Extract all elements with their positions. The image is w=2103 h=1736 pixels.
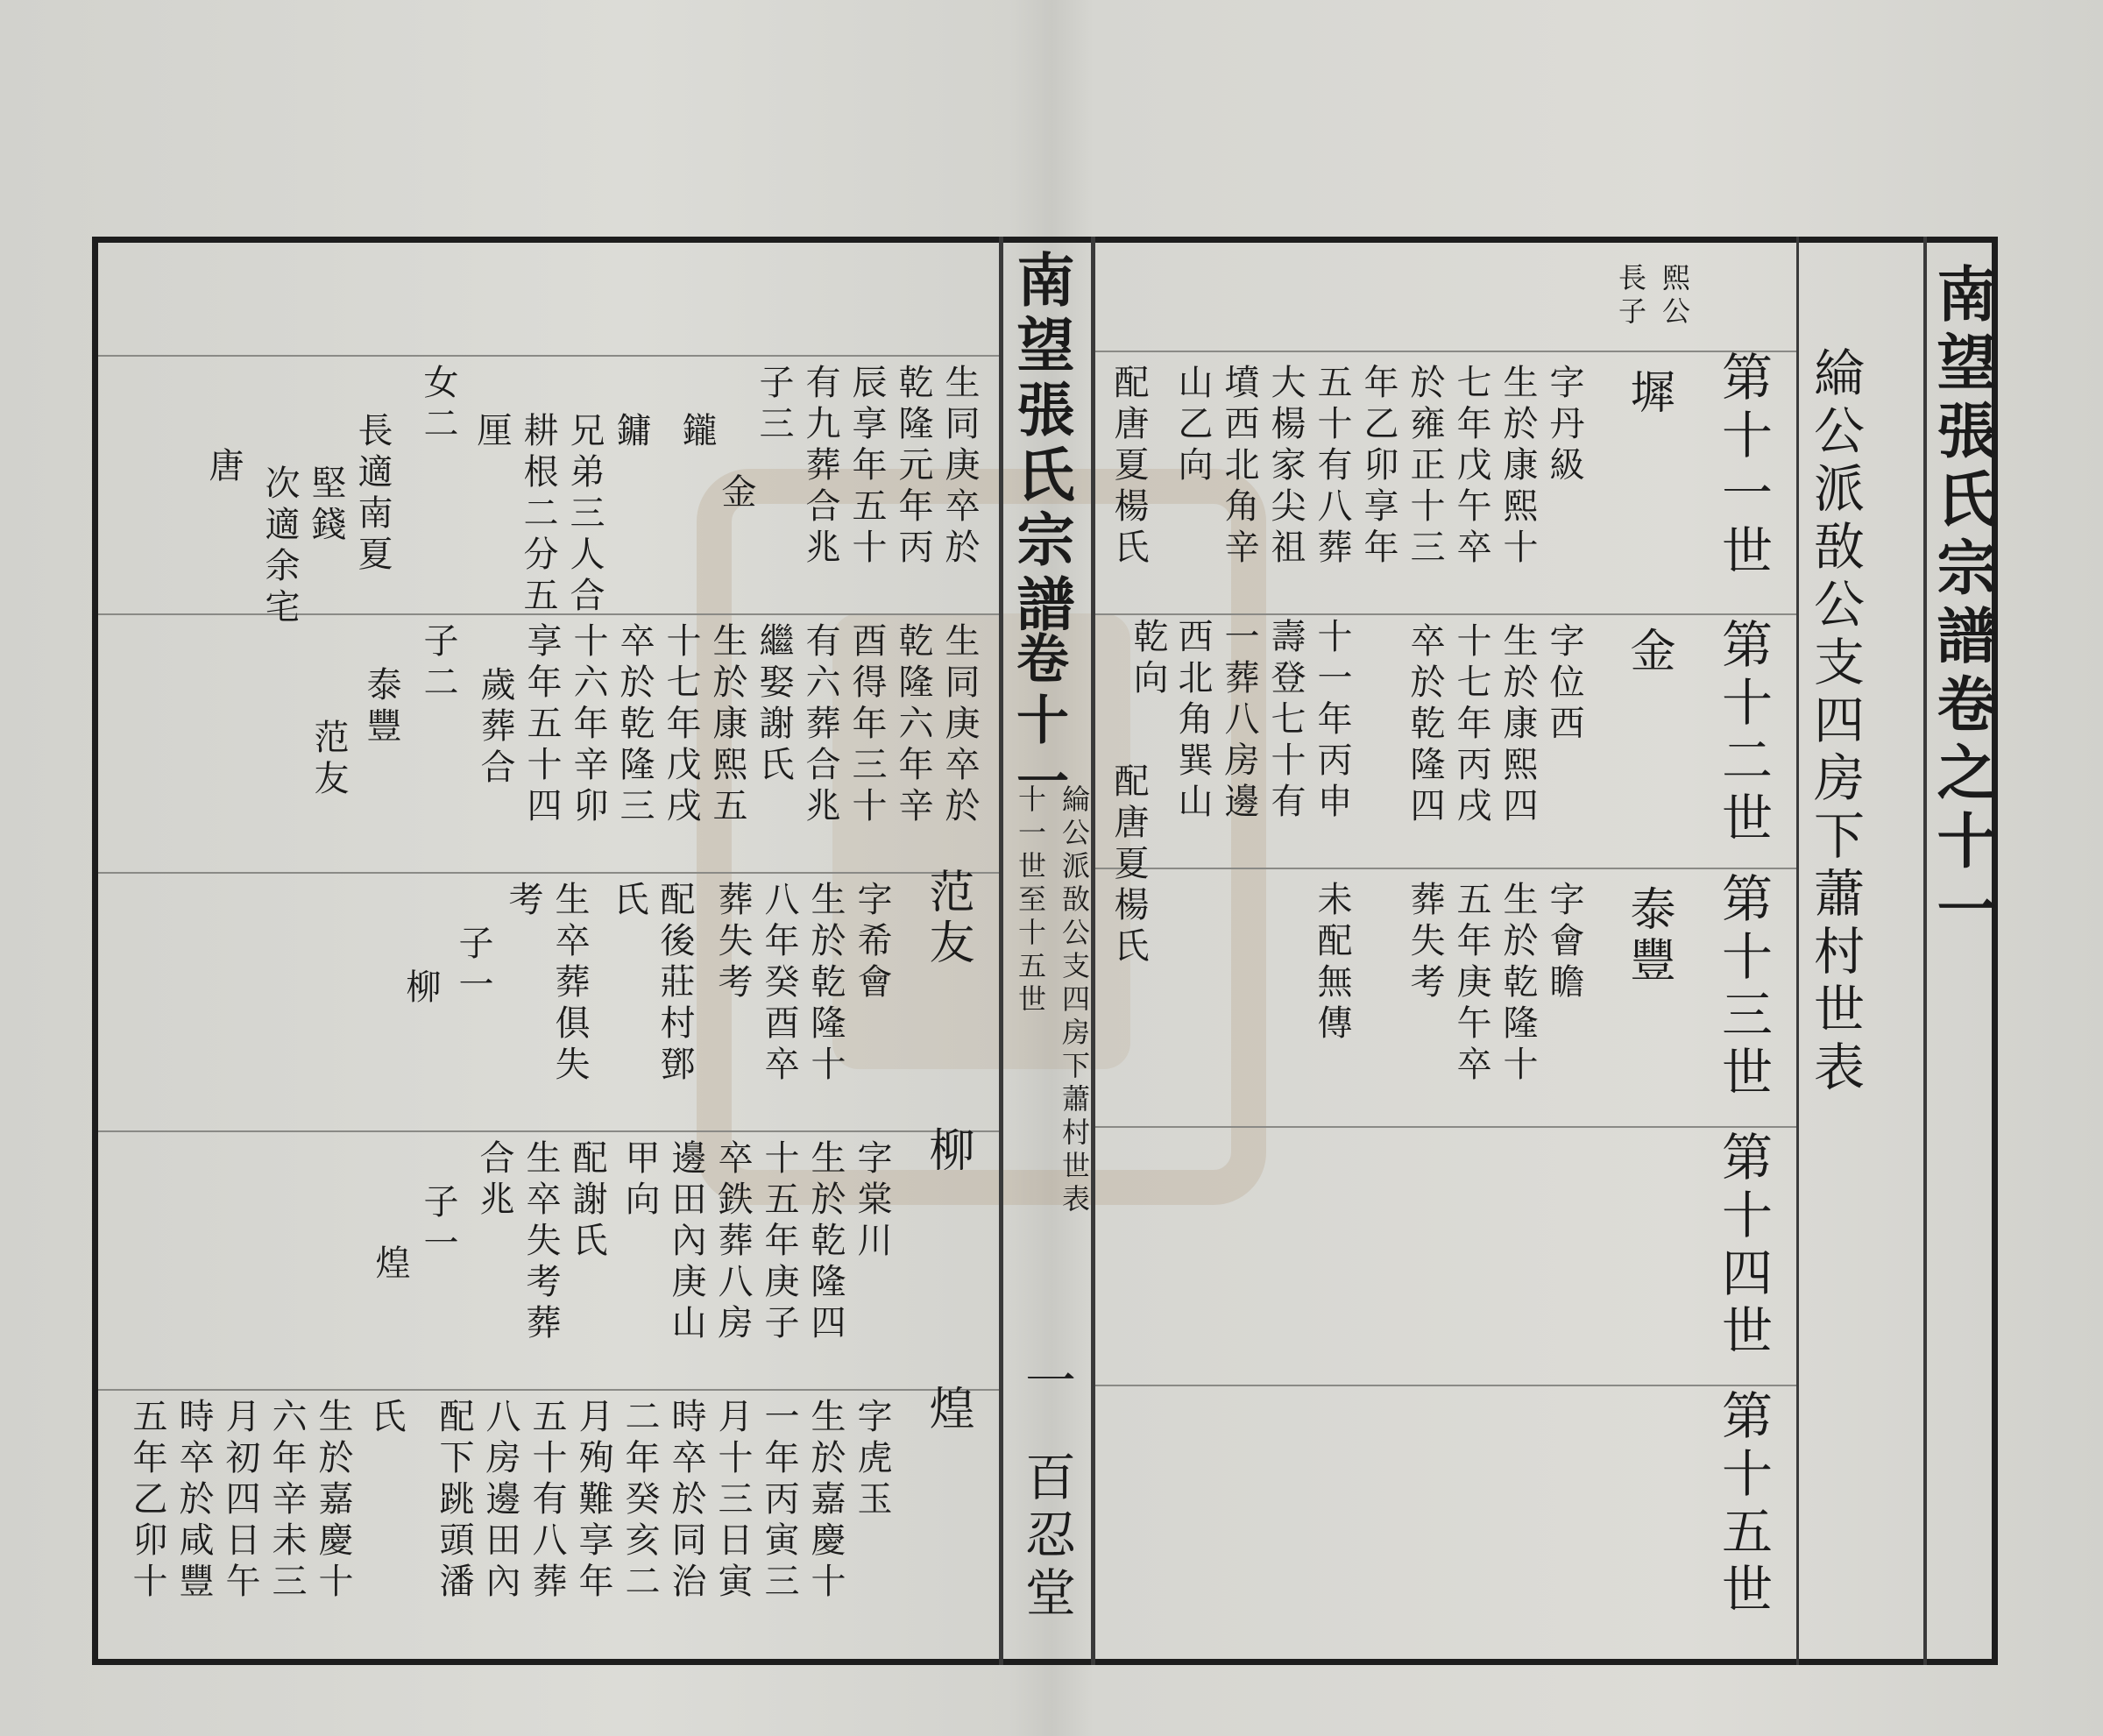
text-column: 大楊家尖祖 bbox=[1265, 364, 1306, 570]
ancestor-note: 熙公 bbox=[1658, 263, 1691, 329]
text-column: 字丹級 bbox=[1544, 364, 1584, 487]
text-column: 山乙向 bbox=[1172, 364, 1213, 487]
text-column: 柳 bbox=[400, 968, 441, 1010]
text-column: 子二 bbox=[418, 622, 458, 705]
text-column: 五年庚午卒 bbox=[1451, 881, 1491, 1087]
text-column: 乾向 bbox=[1128, 618, 1168, 700]
person-name: 墀 bbox=[1622, 368, 1675, 419]
text-column: 西北角巽山 bbox=[1172, 618, 1213, 824]
text-column: 氏 bbox=[608, 881, 648, 922]
spine-range: 十一世至十五世 bbox=[1014, 784, 1047, 1017]
spine-page: 一 bbox=[1016, 1354, 1076, 1412]
text-column: 生於康熙十 bbox=[1498, 364, 1538, 570]
text-column: 配下跳頭潘 bbox=[434, 1398, 474, 1604]
generation-label: 第十二世 bbox=[1713, 618, 1773, 849]
text-column: 墳西北角辛 bbox=[1219, 364, 1259, 570]
text-column: 享年五十四 bbox=[521, 622, 562, 828]
text-column: 月殉難享年 bbox=[573, 1398, 613, 1604]
row-rule bbox=[98, 1130, 999, 1132]
text-column: 子三 bbox=[754, 364, 794, 446]
text-column: 字虎玉 bbox=[852, 1398, 892, 1521]
text-column: 范友 bbox=[308, 719, 349, 801]
text-column: 歲葬合 bbox=[475, 666, 515, 790]
generation-label: 第十一世 bbox=[1713, 351, 1773, 582]
text-column: 未配無傳 bbox=[1312, 881, 1352, 1045]
text-column: 於雍正十三 bbox=[1405, 364, 1445, 570]
text-column: 泰豐 bbox=[361, 666, 401, 748]
text-column: 唐 bbox=[203, 447, 244, 488]
text-column: 鏞 bbox=[611, 412, 651, 453]
text-column: 卒於乾隆四 bbox=[1405, 622, 1445, 828]
text-column: 月初四日午 bbox=[220, 1398, 260, 1604]
text-column: 葬失考 bbox=[1405, 881, 1445, 1004]
text-column: 金 bbox=[716, 473, 756, 514]
text-column: 十一年丙申 bbox=[1312, 618, 1352, 824]
text-column: 五年乙卯十 bbox=[127, 1398, 167, 1604]
text-column: 生於康熙四 bbox=[1498, 622, 1538, 828]
text-column: 時卒於同治 bbox=[666, 1398, 706, 1604]
text-column: 卒鉄葬八房 bbox=[712, 1139, 753, 1345]
row-rule bbox=[1095, 868, 1796, 869]
text-column: 葬失考 bbox=[712, 881, 753, 1004]
text-column: 生卒失考葬 bbox=[520, 1139, 561, 1345]
text-column: 兄弟三人合 bbox=[564, 412, 605, 618]
text-column: 卒於乾隆三 bbox=[614, 622, 655, 828]
text-column: 考 bbox=[503, 881, 543, 922]
row-rule bbox=[1095, 1126, 1796, 1128]
text-column: 子一 bbox=[418, 1183, 458, 1265]
text-column: 十五年庚子 bbox=[759, 1139, 799, 1345]
row-rule bbox=[98, 872, 999, 874]
text-column: 有六葬合兆 bbox=[800, 622, 840, 828]
text-column: 生於嘉慶十 bbox=[805, 1398, 846, 1604]
text-column: 邊田內庚山 bbox=[666, 1139, 706, 1345]
text-column: 乾隆元年丙 bbox=[893, 364, 933, 570]
text-column: 繼娶謝氏 bbox=[754, 622, 794, 787]
text-column: 次適余宅 bbox=[259, 464, 300, 629]
text-column: 生同庚卒於 bbox=[939, 622, 980, 828]
text-column: 甲向 bbox=[620, 1139, 660, 1222]
person-name: 泰豐 bbox=[1622, 885, 1675, 987]
text-column: 子一 bbox=[453, 925, 493, 1007]
person-name: 范友 bbox=[921, 868, 974, 969]
text-column: 氏 bbox=[365, 1398, 406, 1439]
text-column: 生於乾隆十 bbox=[805, 881, 846, 1087]
text-column: 字棠川 bbox=[852, 1139, 892, 1263]
text-column: 壽登七十有 bbox=[1265, 618, 1306, 824]
text-column: 八年癸酉卒 bbox=[759, 881, 799, 1087]
ancestor-note: 長子 bbox=[1614, 263, 1647, 329]
person-name: 金 bbox=[1622, 627, 1675, 677]
text-column: 生於嘉慶十 bbox=[313, 1398, 353, 1604]
text-column: 配謝氏 bbox=[567, 1139, 607, 1263]
text-column: 年乙卯享年 bbox=[1358, 364, 1398, 570]
person-name: 柳 bbox=[921, 1126, 974, 1177]
text-column: 五十有八葬 bbox=[1312, 364, 1352, 570]
text-column: 長適南夏 bbox=[352, 412, 393, 577]
text-column: 生於康熙五 bbox=[707, 622, 747, 828]
text-column: 一葬八房邊 bbox=[1219, 618, 1259, 824]
text-column: 配唐夏楊氏 bbox=[1108, 762, 1149, 968]
text-column: 生於乾隆十 bbox=[1498, 881, 1538, 1087]
text-column: 煌 bbox=[370, 1244, 410, 1286]
text-column: 鑨 bbox=[676, 412, 717, 453]
text-column: 女二 bbox=[418, 364, 458, 446]
title-rule bbox=[1796, 237, 1799, 1665]
row-rule bbox=[98, 1389, 999, 1391]
text-column: 字會瞻 bbox=[1544, 881, 1584, 1004]
text-column: 十七年戊戌 bbox=[661, 622, 701, 828]
text-column: 七年戊午卒 bbox=[1451, 364, 1491, 570]
text-column: 配後莊村鄧 bbox=[655, 881, 695, 1087]
text-column: 堅錢 bbox=[306, 464, 346, 547]
text-column: 合兆 bbox=[474, 1139, 514, 1222]
text-column: 十六年辛卯 bbox=[568, 622, 608, 828]
text-column: 一年丙寅三 bbox=[759, 1398, 799, 1604]
text-column: 二年癸亥二 bbox=[620, 1398, 660, 1604]
generation-label: 第十五世 bbox=[1713, 1389, 1773, 1620]
table-title: 綸公派敔公支四房下蕭村世表 bbox=[1805, 346, 1865, 1098]
spine-rule-right bbox=[1091, 237, 1095, 1665]
text-column: 五十有八葬 bbox=[527, 1398, 567, 1604]
volume-header: 南望張氏宗譜卷之十一 bbox=[1927, 263, 1997, 946]
spine-rule-left bbox=[999, 237, 1003, 1665]
row-rule bbox=[1095, 613, 1796, 615]
text-column: 六年辛未三 bbox=[266, 1398, 307, 1604]
text-column: 生於乾隆四 bbox=[805, 1139, 846, 1345]
generation-label: 第十三世 bbox=[1713, 872, 1773, 1103]
row-rule bbox=[98, 355, 999, 357]
text-column: 十七年丙戌 bbox=[1451, 622, 1491, 828]
text-column: 有九葬合兆 bbox=[800, 364, 840, 570]
text-column: 生卒葬俱失 bbox=[549, 881, 590, 1087]
text-column: 時卒於咸豐 bbox=[173, 1398, 214, 1604]
text-column: 八房邊田內 bbox=[480, 1398, 520, 1604]
text-column: 酉得年三十 bbox=[846, 622, 887, 828]
text-column: 辰享年五十 bbox=[846, 364, 887, 570]
text-column: 字位西 bbox=[1544, 622, 1584, 746]
person-name: 煌 bbox=[921, 1385, 974, 1435]
spine-hall: 百忍堂 bbox=[1016, 1450, 1076, 1624]
text-column: 厘 bbox=[471, 412, 512, 453]
row-rule bbox=[1095, 351, 1796, 352]
spine-subtitle: 綸公派敔公支四房下蕭村世表 bbox=[1058, 784, 1091, 1217]
text-column: 月十三日寅 bbox=[712, 1398, 753, 1604]
spine-title: 南望張氏宗譜 bbox=[1007, 250, 1075, 639]
text-column: 字希會 bbox=[852, 881, 892, 1004]
text-column: 生同庚卒於 bbox=[939, 364, 980, 570]
text-column: 配唐夏楊氏 bbox=[1108, 364, 1149, 570]
spine-volume: 卷十一 bbox=[1008, 631, 1069, 815]
text-column: 乾隆六年辛 bbox=[893, 622, 933, 828]
row-rule bbox=[1095, 1385, 1796, 1386]
generation-label: 第十四世 bbox=[1713, 1130, 1773, 1362]
text-column: 耕根二分五 bbox=[518, 412, 558, 618]
